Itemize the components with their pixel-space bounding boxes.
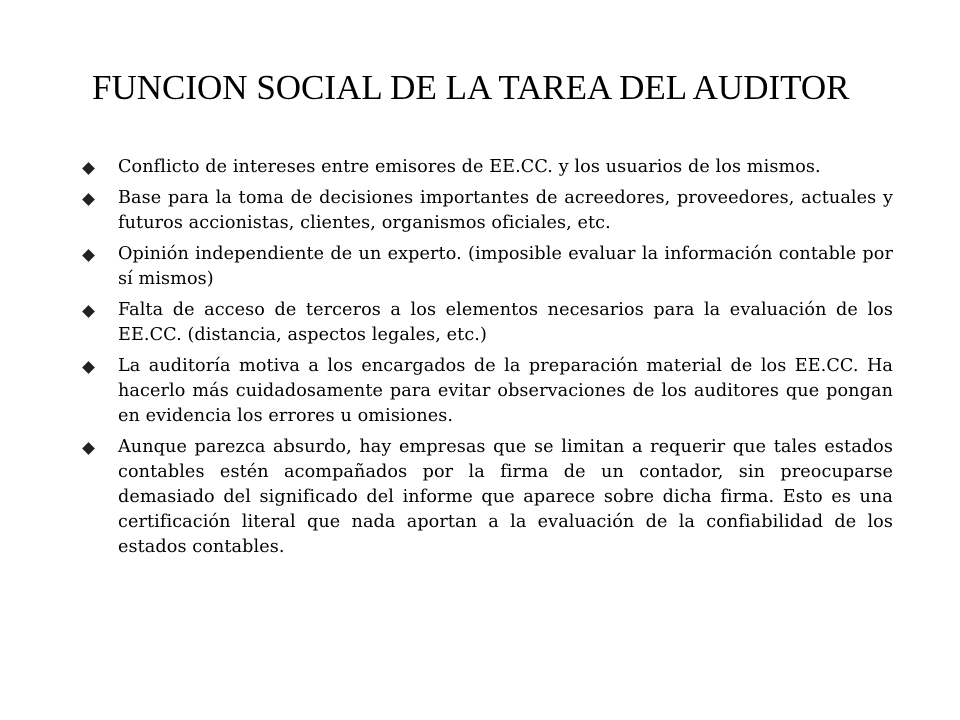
- diamond-bullet-icon: [82, 305, 95, 318]
- diamond-bullet-icon: [82, 162, 95, 175]
- bullet-text: Conflicto de intereses entre emisores de EE.CC. y los usuarios de los mismos.: [118, 157, 821, 177]
- bullet-item: [78, 242, 893, 292]
- diamond-bullet-icon: [82, 442, 95, 455]
- diamond-bullet-icon: [82, 193, 95, 206]
- bullet-text: Opinión independiente de un experto. (imposible evaluar la información contable por sí mismos): [118, 244, 893, 289]
- bullet-text: Aunque parezca absurdo, hay empresas que se limitan a requerir que tales estados contables estén acompañados por la firma de un contador, sin preocuparse demasiado del significado del informe que aparece sobre dicha firma. Esto es una certificación literal que nada aportan a la evaluación de la confiabilidad de los estados contables.: [118, 437, 893, 557]
- bullet-item: [78, 186, 893, 236]
- bullet-item: [78, 155, 893, 180]
- bullet-item: [78, 298, 893, 348]
- bullet-text: La auditoría motiva a los encargados de la preparación material de los EE.CC. Ha hacerlo más cuidadosamente para evitar observaciones de los auditores que pongan en evidencia los errores u omisiones.: [118, 356, 893, 426]
- diamond-bullet-icon: [82, 361, 95, 374]
- bullet-item: [78, 435, 893, 560]
- bullet-text: Falta de acceso de terceros a los elementos necesarios para la evaluación de los EE.CC. (distancia, aspectos legales, etc.): [118, 300, 893, 345]
- bullet-list: [78, 155, 893, 566]
- diamond-bullet-icon: [82, 249, 95, 262]
- slide-title: FUNCION SOCIAL DE LA TAREA DEL AUDITOR: [92, 68, 850, 107]
- bullet-item: [78, 354, 893, 429]
- bullet-text: Base para la toma de decisiones importantes de acreedores, proveedores, actuales y futuros accionistas, clientes, organismos oficiales, etc.: [118, 188, 893, 233]
